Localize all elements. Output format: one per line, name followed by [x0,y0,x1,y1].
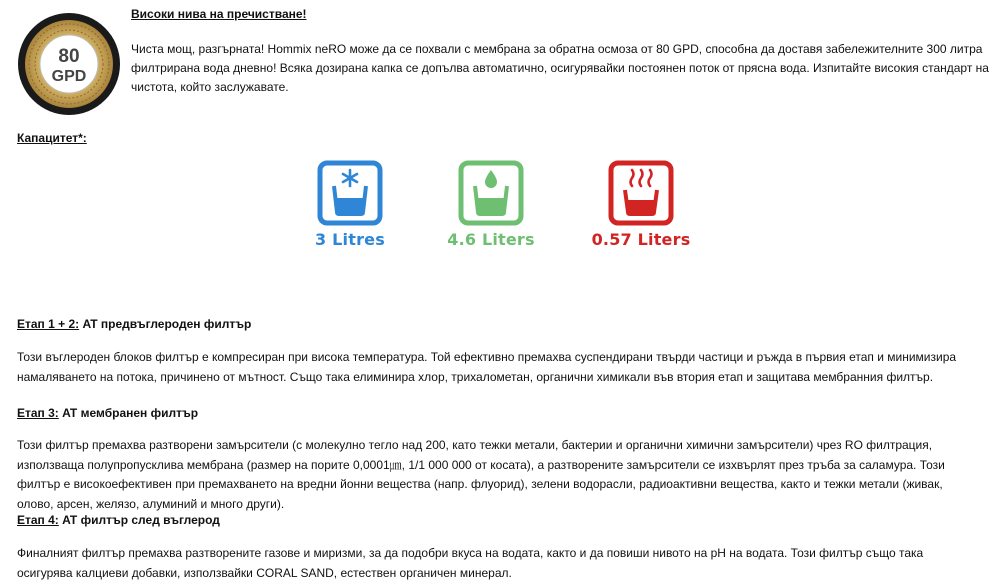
stage-1-2-label: Етап 1 + 2: [17,317,80,331]
stage-4-title: AT филтър след въглерод [58,513,220,527]
stage-4-label: Етап 4: [17,513,59,527]
capacity-cold-value: 3 Litres [315,230,385,249]
capacity-room [431,160,551,249]
hot-water-cup-icon [608,160,674,226]
badge-line1: 80 [58,46,80,67]
stage-3-text: Този филтър премахва разтворени замърсители (с молекулно тегло над 200, като тежки метали, бактерии и органични химични замърсители) чрез RO филтрация, използваща полупропусклива мембрана (размер на порите 0,0001㎛, 1/1 000 000 от косата), а разтворените замърсители се изхвърлят през тръба за саламура. Този филтър е високоефективен при премахването на вредни йонни вещества (напр. флуорид), зелени водорасли, радиоактивни вещества, както и тежки метали (живак, олово, арсен, желязо, алуминий и много други). [17,438,945,511]
badge-line2: GPD [51,68,87,85]
stage-3-heading [17,406,198,420]
capacity-hot [581,160,701,249]
cold-water-cup-icon [317,160,383,226]
stage-3-title: AT мембранен филтър [58,406,199,420]
capacity-room-value: 4.6 Liters [447,230,535,249]
stage-4-heading [17,513,220,527]
capacity-hot-value: 0.57 Liters [591,230,691,249]
capacity-cold [290,160,410,249]
stage-3-label: Етап 3: [17,406,59,420]
membrane-80-gpd-badge-icon [17,12,121,116]
stage-1-2-text: Този въглероден блоков филтър е компресиран при висока температура. Той ефективно премахва суспендирани твърди частици и ръжда в първия етап и минимизира намаляването на потока, причинено от мътност. Също така елиминира хлор, трихалометан, органични химикали във втория етап и защитава мембранния филтър. [17,350,957,384]
stage-1-2-heading [17,317,251,331]
intro-text: Чиста мощ, разгърната! Hommix neRO може да се похвали с мембрана за обратна осмоза от 80 GPD, способна да доставя забележителните 300 литра филтрирана вода дневно! Всяка дозирана капка се допълва автоматично, осигурявайки постоянен поток от прясна вода. Изпитайте високия стандарт на чистота, който заслужавате. [131,42,989,94]
stage-1-2-title: AT предвъглероден филтър [79,317,252,331]
headline: Високи нива на пречистване! [131,7,307,21]
water-drop-cup-icon [458,160,524,226]
capacity-icons [0,160,1000,260]
stage-4-text: Финалният филтър премахва разтворените газове и миризми, за да подобри вкуса на водата, както и да повиши нивото на pH на водата. Този филтър също така осигурява калциеви добавки, използвайки CORAL SAND, естествен органичен минерал. [17,546,924,580]
capacity-label: Капацитет*: [17,131,87,145]
